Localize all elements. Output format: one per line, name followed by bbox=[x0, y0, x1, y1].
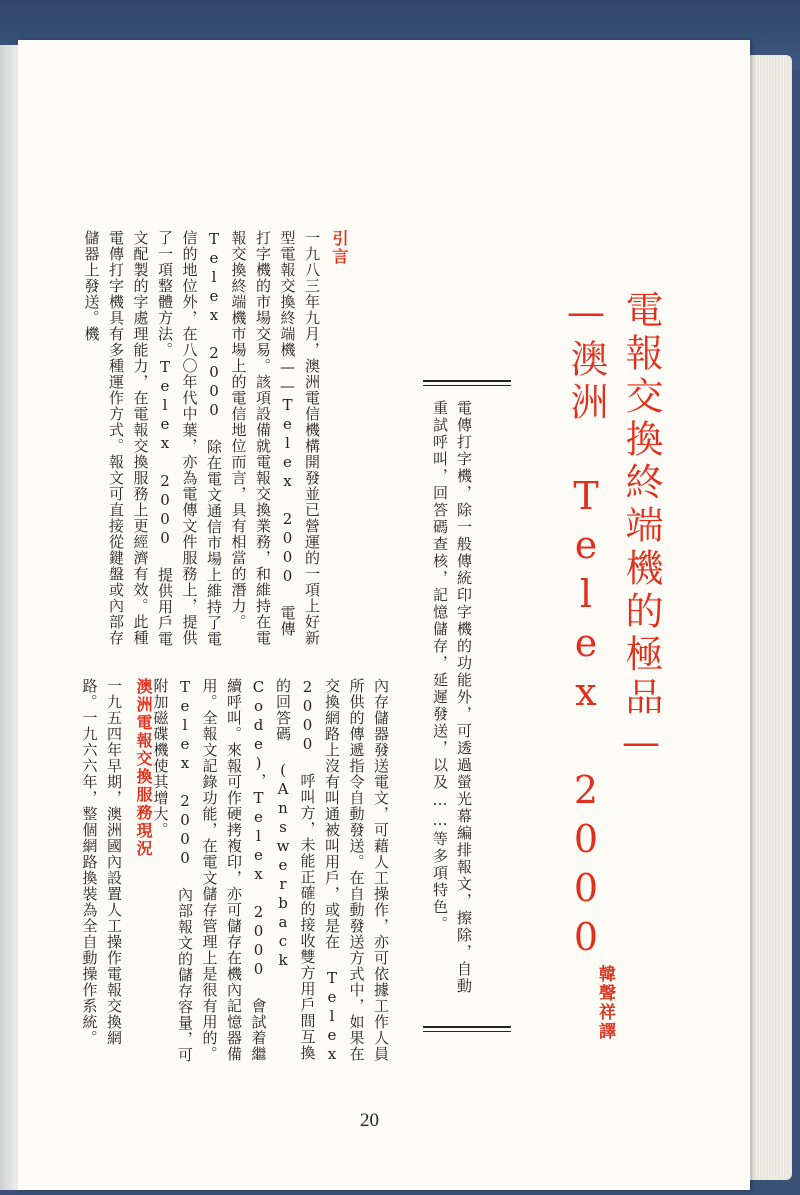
intro-box-bottom-rule bbox=[423, 1026, 511, 1032]
continuation-body-text: 內存儲器發送電文，可藉人工操作，亦可依據工作人員所供的傳遞指令自動發送。在自動發送方式中，如果在交換網路上沒有叫通被叫用戶，或是在 Telex 2000 呼叫方，未能正確的接收雙方用戶間互換的回答碼 (Answerback Code)，Telex 2000 會試着繼續呼叫。來報可作硬拷複印，亦可儲存在機內記憶器備用。全報文記錄功能，在電文儲存管理上是很有用的。Telex 2000 內部報文的儲存容量，可附加磁碟機使其增大。 bbox=[151, 678, 390, 1064]
article-title-line-1: 電報交換終端機的極品— bbox=[619, 290, 663, 769]
intro-body-text: 一九八三年九月，澳洲電信機構開發並已營運的一項上好新型電報交換終端機——Telex 2000 電傳打字機的市場交易。該項設備就電報交換業務，和維持在電報交換終端機市場上的電信地位而言，具有相當的潛力。Telex 2000 除在電文通信市場上維持了電信的地位外，在八〇年代中葉，亦為電傳文件服務上，提供了一項整體方法。Telex 2000 提供用戶電文配製的字處理能力，在電報交換服務上更經濟有效。此種電傳打字機具有多種運作方式。報文可直接從鍵盤或內部存儲器上發送。機 bbox=[82, 230, 321, 647]
section-heading-intro: 引言 bbox=[330, 230, 349, 266]
page-number: 20 bbox=[360, 1110, 379, 1131]
article-title-line-2: —澳洲 Telex 2000 bbox=[564, 290, 608, 964]
intro-box-top-rule bbox=[423, 380, 511, 386]
intro-box-text: 電傳打字機，除一般傳統印字機的功能外，可透過螢光幕編排報文，擦除，自動重試呼叫，回答碼查核，記憶儲存，延遲發送，以及……等多項特色。 bbox=[431, 400, 473, 995]
translator-credit: 韓聲祥譯 bbox=[595, 965, 615, 1041]
section-heading-status: 澳洲電報交換服務現況 bbox=[134, 678, 153, 858]
book-page bbox=[18, 40, 750, 1190]
status-body-text: 一九五四年早期，澳洲國內設置人工操作電報交換網路。一九六六年，整個網路換裝為全自動操作系統。 bbox=[80, 678, 123, 1046]
